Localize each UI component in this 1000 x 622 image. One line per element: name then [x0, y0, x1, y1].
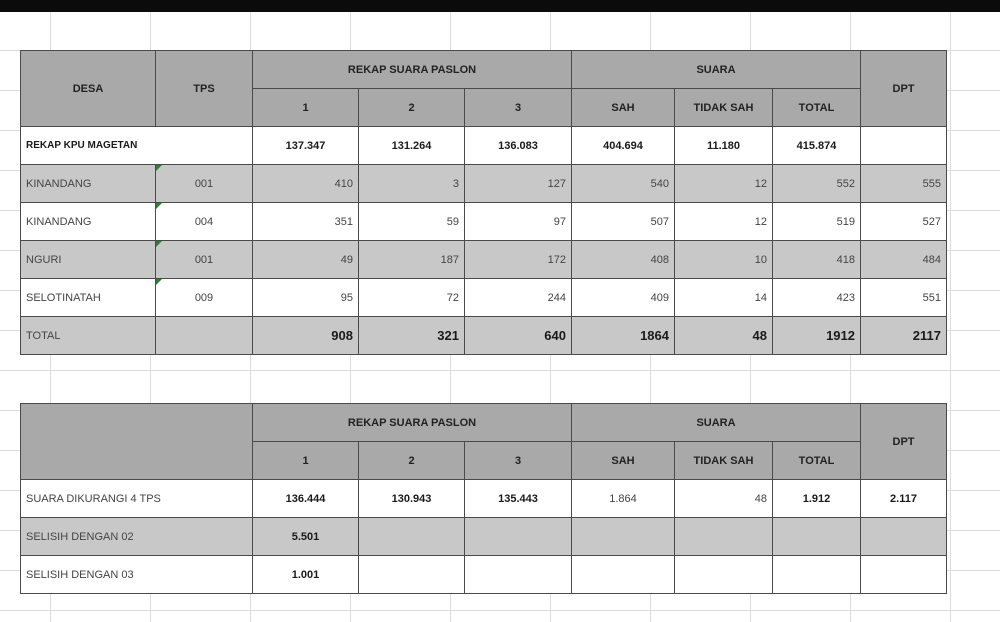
- total-p2[interactable]: 321: [359, 317, 465, 355]
- header-tidak-sah[interactable]: TIDAK SAH: [675, 89, 773, 127]
- total-row: [21, 317, 947, 355]
- total-label[interactable]: TOTAL: [21, 317, 156, 355]
- row-dpt[interactable]: 551: [861, 279, 947, 317]
- kpu-dpt[interactable]: [861, 127, 947, 165]
- row-p2[interactable]: 187: [359, 241, 465, 279]
- dikurangi-dpt[interactable]: 2.117: [861, 480, 947, 518]
- header-paslon-1[interactable]: 1: [253, 89, 359, 127]
- header-tps[interactable]: TPS: [156, 51, 253, 127]
- row-desa[interactable]: KINANDANG: [21, 165, 156, 203]
- kpu-label[interactable]: REKAP KPU MAGETAN: [21, 127, 253, 165]
- total-sah[interactable]: 1864: [572, 317, 675, 355]
- row-p2[interactable]: 3: [359, 165, 465, 203]
- row-tps[interactable]: 001: [156, 241, 253, 279]
- header-dpt[interactable]: DPT: [861, 51, 947, 127]
- row-p1[interactable]: 49: [253, 241, 359, 279]
- kpu-p3[interactable]: 136.083: [465, 127, 572, 165]
- table-row: [21, 241, 947, 279]
- row-total[interactable]: 418: [773, 241, 861, 279]
- header-tidak-sah[interactable]: TIDAK SAH: [675, 442, 773, 480]
- total-tps-empty[interactable]: [156, 317, 253, 355]
- dikurangi-tidak-sah[interactable]: 48: [675, 480, 773, 518]
- header-rekap-suara-paslon[interactable]: REKAP SUARA PASLON: [253, 404, 572, 442]
- kpu-p1[interactable]: 137.347: [253, 127, 359, 165]
- row-tps[interactable]: 009: [156, 279, 253, 317]
- dikurangi-label[interactable]: SUARA DIKURANGI 4 TPS: [21, 480, 253, 518]
- rekap-tps-table: [20, 50, 947, 355]
- empty-cell[interactable]: [465, 556, 572, 594]
- kpu-p2[interactable]: 131.264: [359, 127, 465, 165]
- header-suara[interactable]: SUARA: [572, 404, 861, 442]
- kpu-row: [21, 127, 947, 165]
- header-dpt[interactable]: DPT: [861, 404, 947, 480]
- row-p1[interactable]: 351: [253, 203, 359, 241]
- row-desa[interactable]: SELOTINATAH: [21, 279, 156, 317]
- dikurangi-total[interactable]: 1.912: [773, 480, 861, 518]
- empty-cell[interactable]: [359, 518, 465, 556]
- empty-cell[interactable]: [675, 518, 773, 556]
- header-paslon-3[interactable]: 3: [465, 442, 572, 480]
- selisih-table: [20, 403, 947, 594]
- kpu-sah[interactable]: 404.694: [572, 127, 675, 165]
- dikurangi-p1[interactable]: 136.444: [253, 480, 359, 518]
- total-total[interactable]: 1912: [773, 317, 861, 355]
- kpu-tidak-sah[interactable]: 11.180: [675, 127, 773, 165]
- row-desa[interactable]: KINANDANG: [21, 203, 156, 241]
- row-tps[interactable]: 001: [156, 165, 253, 203]
- empty-cell[interactable]: [773, 556, 861, 594]
- row-p1[interactable]: 410: [253, 165, 359, 203]
- row-p2[interactable]: 72: [359, 279, 465, 317]
- header-paslon-2[interactable]: 2: [359, 442, 465, 480]
- header-rekap-suara-paslon[interactable]: REKAP SUARA PASLON: [253, 51, 572, 89]
- row-tidak-sah[interactable]: 10: [675, 241, 773, 279]
- selisih-02-label[interactable]: SELISIH DENGAN 02: [21, 518, 253, 556]
- total-dpt[interactable]: 2117: [861, 317, 947, 355]
- selisih-02-row: [21, 518, 947, 556]
- header-total[interactable]: TOTAL: [773, 89, 861, 127]
- row-p3[interactable]: 97: [465, 203, 572, 241]
- total-tidak-sah[interactable]: 48: [675, 317, 773, 355]
- header-total[interactable]: TOTAL: [773, 442, 861, 480]
- header-sah[interactable]: SAH: [572, 442, 675, 480]
- row-p2[interactable]: 59: [359, 203, 465, 241]
- header-paslon-2[interactable]: 2: [359, 89, 465, 127]
- selisih-03-value[interactable]: 1.001: [253, 556, 359, 594]
- row-p3[interactable]: 244: [465, 279, 572, 317]
- dikurangi-p2[interactable]: 130.943: [359, 480, 465, 518]
- row-tidak-sah[interactable]: 12: [675, 203, 773, 241]
- table-row: [21, 279, 947, 317]
- table-row: [21, 203, 947, 241]
- row-tps[interactable]: 004: [156, 203, 253, 241]
- row-p1[interactable]: 95: [253, 279, 359, 317]
- kpu-total[interactable]: 415.874: [773, 127, 861, 165]
- header-paslon-3[interactable]: 3: [465, 89, 572, 127]
- row-dpt[interactable]: 555: [861, 165, 947, 203]
- header-suara[interactable]: SUARA: [572, 51, 861, 89]
- row-sah[interactable]: 507: [572, 203, 675, 241]
- row-dpt[interactable]: 527: [861, 203, 947, 241]
- dikurangi-p3[interactable]: 135.443: [465, 480, 572, 518]
- row-sah[interactable]: 408: [572, 241, 675, 279]
- table-row: [21, 165, 947, 203]
- header-empty[interactable]: [21, 404, 253, 480]
- total-p1[interactable]: 908: [253, 317, 359, 355]
- empty-cell[interactable]: [861, 518, 947, 556]
- empty-cell[interactable]: [773, 518, 861, 556]
- selisih-03-label[interactable]: SELISIH DENGAN 03: [21, 556, 253, 594]
- header-desa[interactable]: DESA: [21, 51, 156, 127]
- empty-cell[interactable]: [572, 518, 675, 556]
- dikurangi-row: [21, 480, 947, 518]
- row-p3[interactable]: 127: [465, 165, 572, 203]
- header-paslon-1[interactable]: 1: [253, 442, 359, 480]
- dikurangi-sah[interactable]: 1.864: [572, 480, 675, 518]
- total-p3[interactable]: 640: [465, 317, 572, 355]
- empty-cell[interactable]: [572, 556, 675, 594]
- selisih-02-value[interactable]: 5.501: [253, 518, 359, 556]
- row-p3[interactable]: 172: [465, 241, 572, 279]
- empty-cell[interactable]: [465, 518, 572, 556]
- row-tidak-sah[interactable]: 12: [675, 165, 773, 203]
- row-total[interactable]: 519: [773, 203, 861, 241]
- empty-cell[interactable]: [675, 556, 773, 594]
- row-desa[interactable]: NGURI: [21, 241, 156, 279]
- row-total[interactable]: 423: [773, 279, 861, 317]
- empty-cell[interactable]: [359, 556, 465, 594]
- empty-cell[interactable]: [861, 556, 947, 594]
- selisih-03-row: [21, 556, 947, 594]
- row-total[interactable]: 552: [773, 165, 861, 203]
- row-sah[interactable]: 409: [572, 279, 675, 317]
- row-tidak-sah[interactable]: 14: [675, 279, 773, 317]
- row-dpt[interactable]: 484: [861, 241, 947, 279]
- window-top-bar: [0, 0, 1000, 12]
- header-sah[interactable]: SAH: [572, 89, 675, 127]
- row-sah[interactable]: 540: [572, 165, 675, 203]
